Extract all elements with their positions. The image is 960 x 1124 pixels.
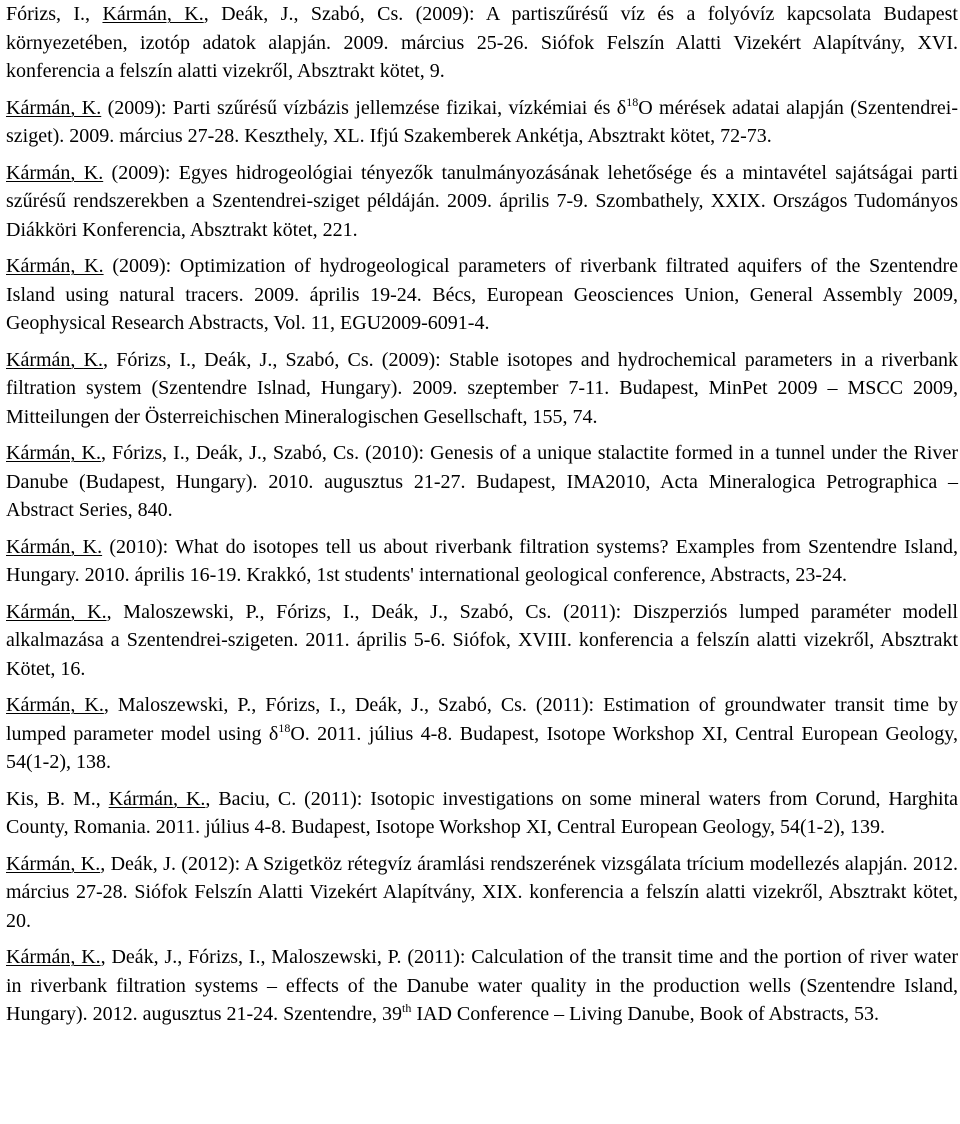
author-name-underlined: Kármán, K. (6, 442, 101, 464)
reference-text: O. 2011. július 4-8. Budapest, Isotope Workshop XI, Central European Geology, 54(1-2), 138. (6, 722, 959, 773)
reference-text: IAD Conference – Living Danube, Book of Abstracts, 53. (411, 1003, 880, 1025)
reference-text: , Maloszewski, P., Fórizs, I., Deák, J., Szabó, Cs. (2011): Estimation of groundwater transit time by lumped parameter model using δ (6, 694, 958, 745)
reference-text: Kis, B. M., (6, 787, 109, 810)
author-name-underlined: Kármán, K. (108, 787, 206, 810)
reference-text: (2010): What do isotopes tell us about riverbank filtration systems? Examples from Szentendre Island, Hungary. 2010. április 16-19. Krakkó, 1st students' international geological conference, Abstracts, 23-24. (6, 535, 958, 586)
reference-entry (6, 598, 958, 684)
author-name-underlined: Kármán, K. (6, 255, 104, 277)
reference-entry (6, 691, 958, 777)
reference-entry (6, 252, 958, 338)
author-name-underlined: Kármán, K. (102, 3, 204, 25)
reference-text: , Deák, J., Fórizs, I., Maloszewski, P. (2011): Calculation of the transit time and the portion of river water in riverbank filtration systems – effects of the Danube water quality in the production wells (Szentendre Island, Hungary). 2012. augusztus 21-24. Szentendre, 39 (6, 946, 958, 1025)
author-name-underlined: Kármán, K. (6, 348, 104, 371)
author-name-underlined: Kármán, K. (6, 946, 101, 968)
reference-text: O mérések adatai alapján (Szentendrei-sziget). 2009. március 27-28. Keszthely, XL. Ifjú Szakemberek Ankétja, Absztrakt kötet, 72-73. (6, 96, 958, 147)
reference-entry (6, 94, 958, 151)
reference-text: , Fórizs, I., Deák, J., Szabó, Cs. (2010): Genesis of a unique stalactite formed in a tunnel under the River Danube (Budapest, Hungary). 2010. augusztus 21-27. Budapest, IMA2010, Acta Mineralogica Petrographica – Abstract Series, 840. (6, 442, 959, 521)
reference-text: (2009): Parti szűrésű vízbázis jellemzése fizikai, vízkémiai és δ (101, 96, 627, 119)
reference-entry (6, 346, 958, 432)
reference-text: Fórizs, I., (6, 3, 103, 25)
author-name-underlined: Kármán, K. (6, 96, 102, 119)
reference-entry (6, 0, 958, 86)
reference-entry (6, 439, 958, 525)
reference-text: , Deák, J., Szabó, Cs. (2009): A partiszűrésű víz és a folyóvíz kapcsolata Budapest környezetében, izotóp adatok alapján. 2009. március 25-26. Siófok Felszín Alatti Vizekért Alapítvány, XVI. konferencia a felszín alatti vizekről, Absztrakt kötet, 9. (6, 3, 958, 82)
reference-list (6, 0, 958, 1037)
superscript: 18 (278, 720, 291, 735)
reference-entry (6, 943, 958, 1029)
author-name-underlined: Kármán, K. (6, 161, 104, 184)
reference-text: (2009): Egyes hidrogeológiai tényezők tanulmányozásának lehetősége és a mintavétel sajátságai parti szűrésű rendszerekben a Szentendrei-sziget példáján. 2009. április 7-9. Szombathely, XXIX. Országos Tudományos Diákköri Konferencia, Absztrakt kötet, 221. (6, 161, 959, 241)
reference-text: , Fórizs, I., Deák, J., Szabó, Cs. (2009): Stable isotopes and hydrochemical parameters in a riverbank filtration system (Szentendre Islnad, Hungary). 2009. szeptember 7-11. Budapest, MinPet 2009 – MSCC 2009, Mitteilungen der Österreichischen Mineralogischen Gesellschaft, 155, 74. (6, 348, 959, 428)
reference-entry (6, 850, 958, 936)
reference-text: , Maloszewski, P., Fórizs, I., Deák, J., Szabó, Cs. (2011): Diszperziós lumped paraméter modell alkalmazása a Szentendrei-szigeten. 2011. április 5-6. Siófok, XVIII. konferencia a felszín alatti vizekről, Absztrakt Kötet, 16. (6, 600, 958, 680)
reference-text: , Deák, J. (2012): A Szigetköz rétegvíz áramlási rendszerének vizsgálata trícium modellezés alapján. 2012. március 27-28. Siófok Felszín Alatti Vizekért Alapítvány, XIX. konferencia a felszín alatti vizekről, Absztrakt kötet, 20. (6, 852, 959, 932)
reference-text: (2009): Optimization of hydrogeological parameters of riverbank filtrated aquifers of the Szentendre Island using natural tracers. 2009. április 19-24. Bécs, European Geosciences Union, General Assembly 2009, Geophysical Research Abstracts, Vol. 11, EGU2009-6091-4. (6, 255, 958, 334)
reference-text: , Baciu, C. (2011): Isotopic investigations on some mineral waters from Corund, Harghita County, Romania. 2011. július 4-8. Budapest, Isotope Workshop XI, Central European Geology, 54(1-2), 139. (6, 787, 959, 838)
author-name-underlined: Kármán, K. (6, 694, 104, 716)
author-name-underlined: Kármán, K. (6, 852, 101, 875)
superscript: th (402, 1001, 412, 1015)
reference-entry (6, 785, 958, 842)
superscript: 18 (626, 94, 639, 109)
author-name-underlined: Kármán, K. (6, 600, 107, 623)
reference-entry (6, 533, 958, 590)
author-name-underlined: Kármán, K. (6, 535, 103, 558)
reference-entry (6, 159, 958, 245)
